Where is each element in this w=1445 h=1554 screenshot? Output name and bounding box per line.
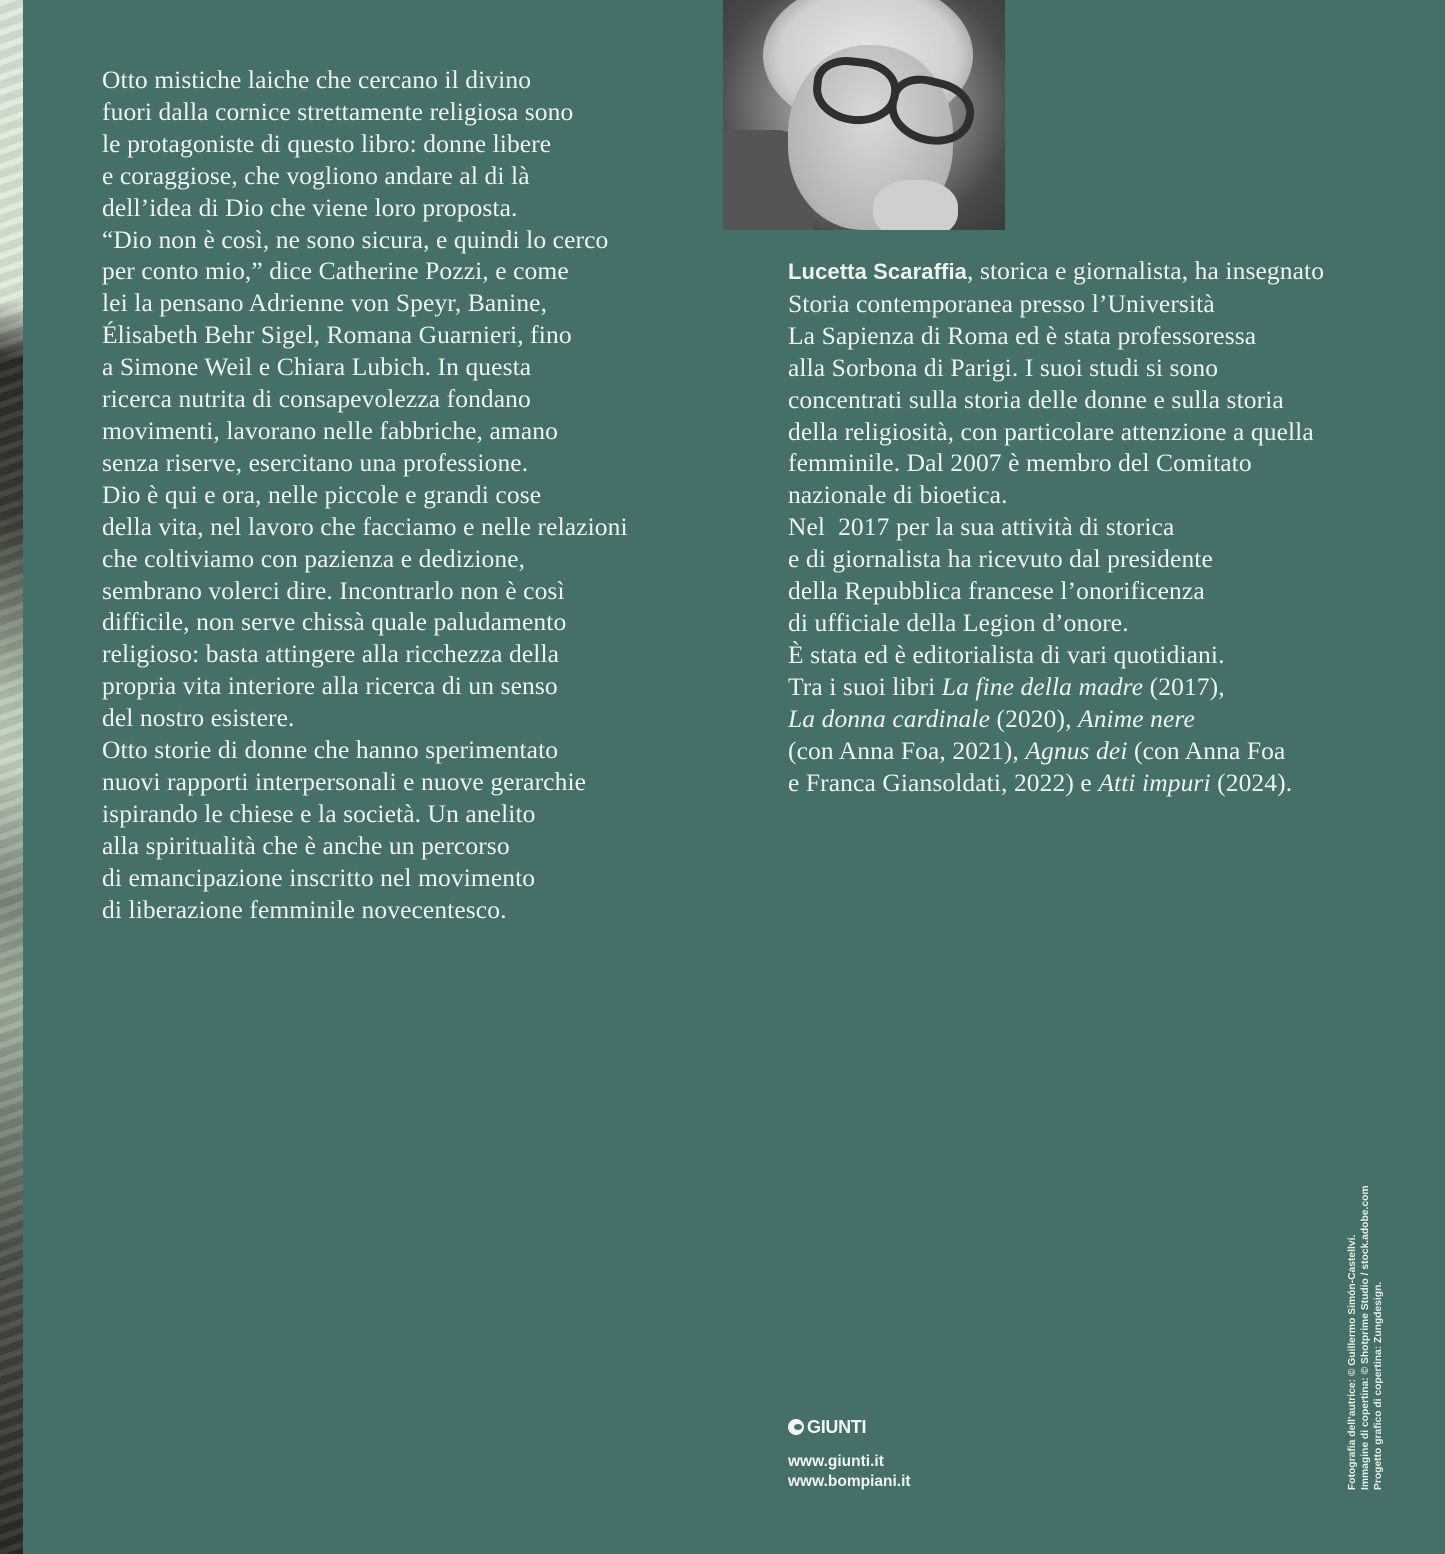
blurb-line: a Simone Weil e Chiara Lubich. In questa <box>102 352 532 382</box>
front-cover-edge <box>0 0 23 1554</box>
bio-line: È stata ed è editorialista di vari quotidiani. <box>788 639 1225 669</box>
credit-line: Fotografia dell’autrice: © Guillermo Simón-Castellví. <box>1347 1234 1358 1490</box>
book-title: Atti impuri <box>1098 767 1211 797</box>
blurb-line: di liberazione femminile novecentesco. <box>102 894 507 924</box>
giunti-logo-icon <box>788 1419 804 1435</box>
bibliography-line: (con Anna Foa, 2021), Agnus dei (con Anna Foa <box>788 735 1286 765</box>
bio-line: La Sapienza di Roma ed è stata professoressa <box>788 320 1257 350</box>
publisher-url[interactable]: www.giunti.it <box>788 1453 884 1470</box>
book-blurb <box>102 64 692 925</box>
blurb-line: fuori dalla cornice strettamente religiosa sono <box>102 96 574 126</box>
blurb-line: Dio è qui e ora, nelle piccole e grandi cose <box>102 479 542 509</box>
blurb-line: difficile, non serve chissà quale paludamento <box>102 607 567 637</box>
bio-line: della religiosità, con particolare attenzione a quella <box>788 416 1314 446</box>
book-title: La donna cardinale <box>788 703 991 733</box>
bibliography-line: Tra i suoi libri La fine della madre (2017), <box>788 671 1225 701</box>
image-credits <box>1346 1185 1385 1490</box>
blurb-line: “Dio non è così, ne sono sicura, e quindi lo cerco <box>102 224 609 254</box>
blurb-line: religioso: basta attingere alla ricchezza della <box>102 639 560 669</box>
blurb-line: senza riserve, esercitano una professione. <box>102 447 529 477</box>
blurb-line: dell’idea di Dio che viene loro proposta. <box>102 192 518 222</box>
blurb-line: propria vita interiore alla ricerca di un senso <box>102 671 558 701</box>
author-photo <box>723 0 1005 230</box>
bio-line: femminile. Dal 2007 è membro del Comitato <box>788 448 1252 478</box>
blurb-line: ricerca nutrita di consapevolezza fondano <box>102 384 531 414</box>
blurb-line: per conto mio,” dice Catherine Pozzi, e come <box>102 256 569 286</box>
blurb-line: ispirando le chiese e la società. Un anelito <box>102 798 536 828</box>
publisher-name: GIUNTI <box>807 1416 867 1437</box>
bio-line: Lucetta Scaraffia, storica e giornalista, ha insegnato <box>788 256 1325 285</box>
blurb-line: alla spiritualità che è anche un percorso <box>102 830 510 860</box>
bio-line: della Repubblica francese l’onorificenza <box>788 576 1205 606</box>
publisher-block <box>788 1416 911 1492</box>
author-bio <box>788 255 1388 798</box>
photo-hand-shape <box>873 180 958 230</box>
publisher-logo <box>788 1416 911 1438</box>
blurb-line: di emancipazione inscritto nel movimento <box>102 862 536 892</box>
blurb-line: Otto mistiche laiche che cercano il divino <box>102 65 532 94</box>
publisher-url[interactable]: www.bompiani.it <box>788 1473 911 1490</box>
bio-line: Nel 2017 per la sua attività di storica <box>788 512 1175 542</box>
bio-line: Storia contemporanea presso l’Università <box>788 288 1215 318</box>
blurb-line: e coraggiose, che vogliono andare al di là <box>102 160 530 190</box>
book-title: Anime nere <box>1078 703 1195 733</box>
blurb-line: che coltiviamo con pazienza e dedizione, <box>102 543 526 573</box>
blurb-line: nuovi rapporti interpersonali e nuove gerarchie <box>102 766 587 796</box>
bio-line: alla Sorbona di Parigi. I suoi studi si sono <box>788 352 1219 382</box>
credit-line: Progetto grafico di copertina: Zungdesign. <box>1373 1281 1384 1490</box>
book-title: Agnus dei <box>1025 735 1128 765</box>
bio-line: nazionale di bioetica. <box>788 480 1008 510</box>
blurb-line: lei la pensano Adrienne von Speyr, Banine, <box>102 288 548 318</box>
blurb-line: movimenti, lavorano nelle fabbriche, amano <box>102 415 558 445</box>
credit-line: Immagine di copertina: © Shotprime Studio / stock.adobe.com <box>1360 1185 1371 1490</box>
book-title: La fine della madre <box>941 671 1144 701</box>
bio-line: di ufficiale della Legion d’onore. <box>788 607 1129 637</box>
author-name: Lucetta Scaraffia <box>788 259 967 284</box>
bibliography-line: e Franca Giansoldati, 2022) e Atti impuri (2024). <box>788 767 1293 797</box>
blurb-line: Otto storie di donne che hanno sperimentato <box>102 735 559 765</box>
blurb-line: Élisabeth Behr Sigel, Romana Guarnieri, fino <box>102 320 572 350</box>
bio-line: concentrati sulla storia delle donne e sulla storia <box>788 384 1284 414</box>
bibliography-line: La donna cardinale (2020), Anime nere <box>788 703 1195 733</box>
bio-line: e di giornalista ha ricevuto dal presidente <box>788 544 1213 574</box>
blurb-line: della vita, nel lavoro che facciamo e nelle relazioni <box>102 511 628 541</box>
blurb-line: del nostro esistere. <box>102 703 295 733</box>
blurb-line: le protagoniste di questo libro: donne libere <box>102 128 552 158</box>
blurb-line: sembrano volerci dire. Incontrarlo non è così <box>102 575 565 605</box>
